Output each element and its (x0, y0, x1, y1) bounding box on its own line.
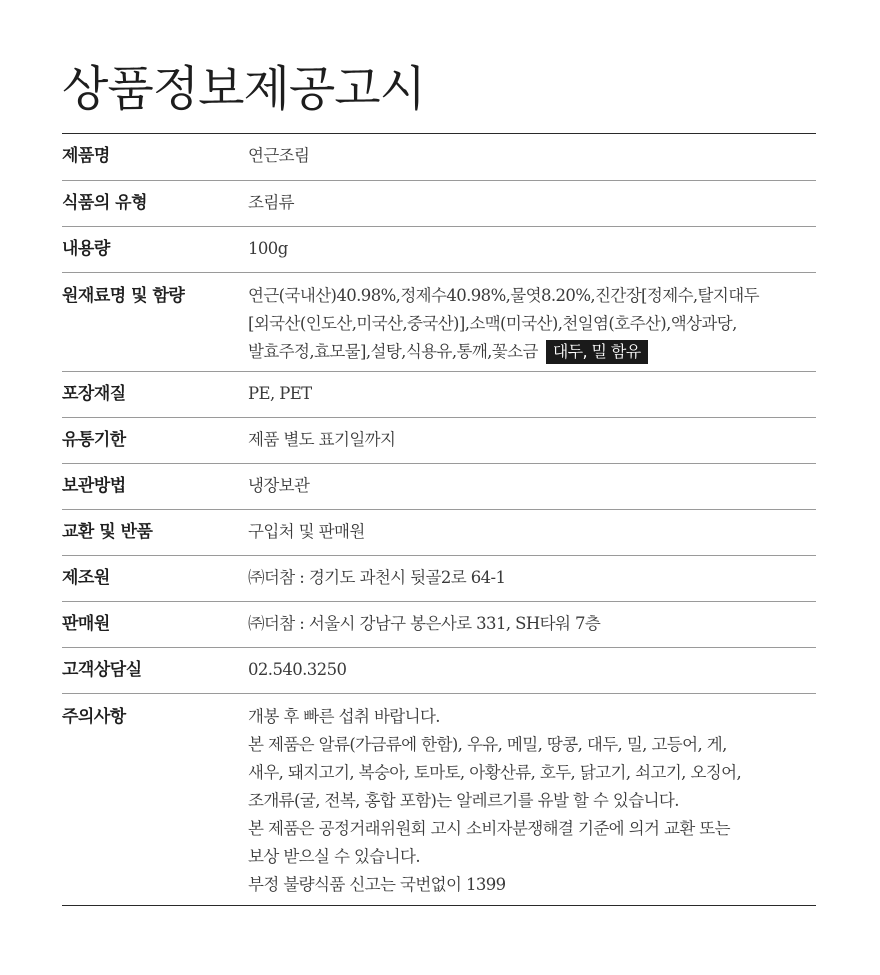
row-label-storage: 보관방법 (62, 476, 126, 496)
table-row (62, 601, 816, 647)
precautions-line: 본 제품은 알류(가금류에 한함), 우유, 메밀, 땅콩, 대두, 밀, 고등어, 게, (248, 735, 727, 754)
ingredients-line (248, 338, 816, 366)
precautions-line: 부정 불량식품 신고는 국번없이 1399 (248, 875, 506, 894)
row-label-food-type: 식품의 유형 (62, 193, 148, 213)
table-row (62, 371, 816, 417)
row-value-net-content: 100g (248, 239, 288, 258)
table-row (62, 134, 816, 180)
precautions-line: 보상 받으실 수 있습니다. (248, 847, 420, 866)
table-row (62, 463, 816, 509)
table-row (62, 555, 816, 601)
row-value-packaging: PE, PET (248, 384, 312, 403)
row-value-exchange-return: 구입처 및 판매원 (248, 522, 365, 541)
allergen-badge: 대두, 밀 함유 (546, 340, 648, 364)
row-value-manufacturer: ㈜더참 : 경기도 과천시 뒷골2로 64-1 (248, 568, 506, 587)
table-row (62, 509, 816, 555)
row-value-ingredients (248, 282, 816, 371)
row-value-precautions (248, 703, 816, 905)
product-info-table (62, 133, 816, 906)
table-row (62, 693, 816, 905)
ingredients-line: [외국산(인도산,미국산,중국산)],소맥(미국산),천일염(호주산),액상과당, (248, 314, 737, 333)
row-value-food-type: 조림류 (248, 193, 295, 212)
row-label-seller: 판매원 (62, 614, 110, 634)
row-value-storage: 냉장보관 (248, 476, 310, 495)
row-value-customer-service: 02.540.3250 (248, 660, 347, 679)
row-label-expiry: 유통기한 (62, 430, 126, 450)
ingredients-line: 연근(국내산)40.98%,정제수40.98%,물엿8.20%,진간장[정제수,탈지대두 (248, 286, 759, 305)
row-label-packaging: 포장재질 (62, 384, 126, 404)
row-value-product-name: 연근조림 (248, 146, 310, 165)
precautions-line: 본 제품은 공정거래위원회 고시 소비자분쟁해결 기준에 의거 교환 또는 (248, 819, 730, 838)
row-label-ingredients: 원재료명 및 함량 (62, 286, 185, 306)
row-label-precautions: 주의사항 (62, 707, 126, 727)
table-row (62, 417, 816, 463)
ingredients-line-text: 발효주정,효모물],설탕,식용유,통깨,꽃소금 (248, 342, 538, 361)
row-label-customer-service: 고객상담실 (62, 660, 142, 680)
row-value-expiry: 제품 별도 표기일까지 (248, 430, 396, 449)
row-label-product-name: 제품명 (62, 146, 110, 166)
row-label-net-content: 내용량 (62, 239, 110, 259)
precautions-line: 조개류(굴, 전복, 홍합 포함)는 알레르기를 유발 할 수 있습니다. (248, 791, 679, 810)
row-value-seller: ㈜더참 : 서울시 강남구 봉은사로 331, SH타워 7층 (248, 614, 601, 633)
table-row (62, 647, 816, 693)
precautions-line: 개봉 후 빠른 섭취 바랍니다. (248, 707, 440, 726)
table-row (62, 272, 816, 371)
table-row (62, 180, 816, 226)
row-label-manufacturer: 제조원 (62, 568, 110, 588)
page-title: 상품정보제공고시 (62, 61, 425, 117)
precautions-line: 새우, 돼지고기, 복숭아, 토마토, 아황산류, 호두, 닭고기, 쇠고기, 오징어, (248, 763, 742, 782)
table-row (62, 226, 816, 272)
row-label-exchange-return: 교환 및 반품 (62, 522, 153, 542)
